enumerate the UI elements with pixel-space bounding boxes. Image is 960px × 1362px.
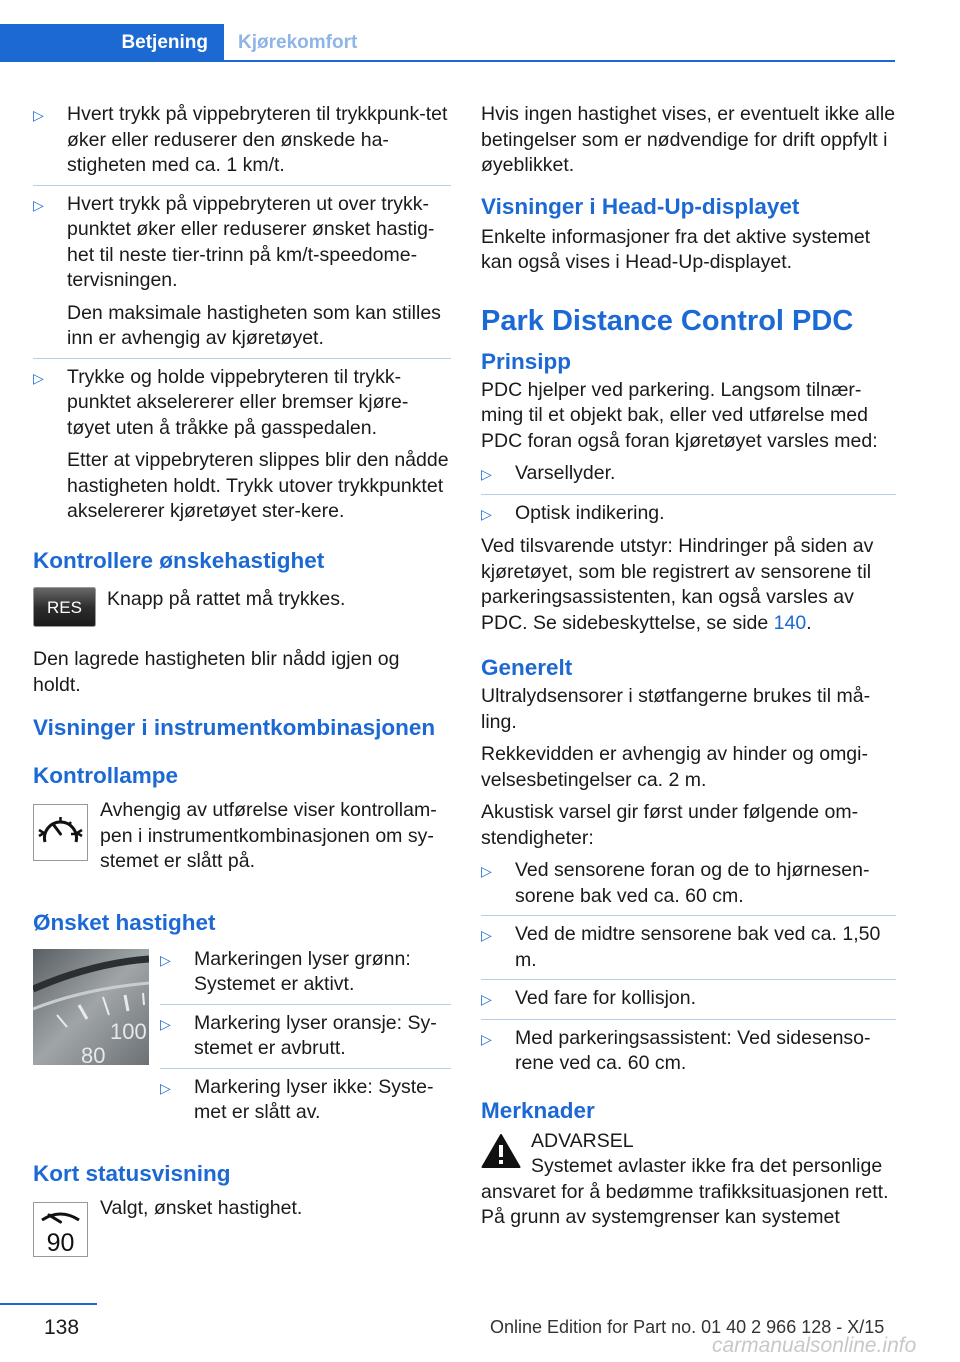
warning-title: ADVARSEL: [531, 1129, 634, 1152]
speed-status-value: 90: [46, 1228, 75, 1257]
list-item: [160, 1011, 451, 1062]
triangle-bullet-icon: ▷: [481, 927, 492, 943]
divider: [33, 358, 451, 359]
bullet-note: Etter at vippebryteren slippes blir den nådde hastigheten holdt. Trykk utover trykkpunktet akselererer kjøretøyet ster-kere.: [67, 449, 449, 522]
heading-generelt: Generelt: [481, 655, 573, 680]
header-rule: [0, 60, 895, 62]
divider: [33, 185, 451, 186]
warning-head: [521, 1129, 882, 1180]
intro-text: Hvis ingen hastighet vises, er eventuelt ikke alle betingelser som er nødvendige for drift oppfylt i øyeblikket.: [481, 103, 896, 176]
res-text: Knapp på rattet må trykkes.: [107, 587, 346, 610]
heading-kontrollampe: Kontrollampe: [33, 763, 179, 788]
warning-text-line1: Systemet avlaster ikke fra det personlige: [531, 1155, 883, 1177]
bullet-text: Med parkeringsassistent: Ved sidesenso-rene ved ca. 60 cm.: [515, 1026, 871, 1074]
divider: [481, 494, 896, 495]
list-item: [33, 192, 451, 352]
bullet-text: Markering lyser oransje: Sy-stemet er avbrutt.: [194, 1011, 437, 1059]
heading-kort: Kort statusvisning: [33, 1160, 231, 1186]
divider: [481, 915, 896, 916]
onsket-row: [33, 947, 451, 1126]
list-item: [481, 922, 896, 973]
list-item: [481, 986, 896, 1013]
triangle-bullet-icon: ▷: [160, 1015, 171, 1032]
footer-rule: [0, 1303, 97, 1305]
warning-row: [481, 1129, 896, 1180]
triangle-bullet-icon: ▷: [160, 951, 171, 968]
page-link[interactable]: 140: [773, 611, 807, 634]
bullet-text: Hvert trykk på vippebryteren ut over trykk-punktet øker eller reduserer ønsket hastig-het til neste tier-trinn på km/t-speedome-tervisningen.: [67, 192, 435, 291]
speed-status-icon: [33, 1196, 88, 1265]
heading-pdc: Park Distance Control PDC: [481, 304, 854, 337]
triangle-bullet-icon: ▷: [481, 1030, 492, 1047]
utstyr-end: .: [806, 611, 812, 634]
onsket-list: [149, 947, 451, 1126]
res-after-text: Den lagrede hastigheten blir nådd igjen og holdt.: [33, 648, 400, 696]
triangle-bullet-icon: ▷: [33, 369, 44, 386]
watermark: carmanualsonline.info: [712, 1334, 917, 1357]
res-icon-label: RES: [47, 597, 82, 617]
kontrollampe-row: [33, 798, 451, 875]
kontrollampe-text: Avhengig av utførelse viser kontrollam-pen i instrumentkombinasjonen om sy-stemet er slått på.: [100, 799, 437, 872]
res-button-icon: [33, 587, 96, 635]
res-row: [33, 587, 451, 635]
speedometer-icon: [33, 798, 88, 869]
hud-text: Enkelte informasjoner fra det aktive systemet kan også vises i Head-Up-displayet.: [481, 225, 871, 273]
tab-betjening-label: Betjening: [121, 32, 208, 53]
triangle-bullet-icon: ▷: [481, 505, 492, 522]
triangle-bullet-icon: ▷: [481, 991, 492, 1007]
bullet-text: Ved sensorene foran og de to hjørnesen-sorene bak ved ca. 60 cm.: [515, 859, 870, 907]
bullet-text: Ved fare for kollisjon.: [515, 987, 697, 1009]
heading-kontrollere: Kontrollere ønskehastighet: [33, 547, 325, 573]
list-item: [33, 102, 451, 179]
bullet-note: Den maksimale hastigheten som kan stilles inn er avhengig av kjøretøyet.: [67, 301, 441, 349]
bullet-text: Trykke og holde vippebryteren til trykk-punktet akselererer eller bremser kjøre-tøyet uten å tråkke på gasspedalen.: [67, 365, 409, 439]
generelt-p2: Rekkevidden er avhengig av hinder og omgi-velsesbetingelser ca. 2 m.: [481, 743, 868, 791]
utstyr-paragraph: [481, 534, 896, 636]
heading-visninger: Visninger i instrumentkombinasjonen: [33, 715, 436, 740]
heading-onsket: Ønsket hastighet: [33, 909, 216, 935]
divider: [160, 1068, 451, 1069]
list-item: [481, 461, 896, 488]
divider: [160, 1004, 451, 1005]
kort-row: [33, 1196, 451, 1265]
list-item: [33, 365, 451, 525]
triangle-bullet-icon: ▷: [160, 1079, 171, 1096]
header-bar: [0, 0, 960, 64]
divider: [481, 1019, 896, 1020]
gauge-number: 100: [110, 1018, 147, 1044]
bullet-text: Optisk indikering.: [515, 501, 665, 524]
divider: [481, 979, 896, 980]
triangle-bullet-icon: ▷: [481, 466, 492, 482]
list-item: [481, 1026, 896, 1077]
warning-triangle-icon: [481, 1129, 521, 1177]
bullet-text: Markeringen lyser grønn: Systemet er aktivt.: [194, 947, 411, 995]
triangle-bullet-icon: ▷: [33, 196, 44, 213]
gauge-image: [33, 947, 149, 1073]
generelt-p3: Akustisk varsel gir først under følgende om-stendigheter:: [481, 801, 859, 849]
list-item: [481, 501, 896, 528]
list-item: [481, 858, 896, 909]
bullet-text: Hvert trykk på vippebryteren til trykkpunk-tet øker eller reduserer den ønskede ha-stigheten med ca. 1 km/t.: [67, 103, 448, 176]
triangle-bullet-icon: ▷: [481, 863, 492, 879]
prinsipp-text: PDC hjelper ved parkering. Langsom tilnær-ming til et objekt bak, eller ved utførelse med PDC foran også foran kjøretøyet varsles med:: [481, 378, 878, 452]
list-item: [160, 947, 451, 998]
page-number: 138: [44, 1316, 80, 1339]
bullet-text: Markering lyser ikke: Syste-met er slått av.: [194, 1075, 434, 1123]
heading-prinsipp: Prinsipp: [481, 348, 572, 374]
generelt-p1: Ultralydsensorer i støtfangerne brukes til må-ling.: [481, 685, 871, 733]
right-column: [481, 102, 896, 1238]
list-item: [160, 1075, 451, 1126]
edition-text: Online Edition for Part no. 01 40 2 966 128 - X/15: [490, 1317, 885, 1337]
warning-text: ansvaret for å bedømme trafikksituasjonen rett. På grunn av systemgrenser kan systemet: [481, 1180, 889, 1228]
utstyr-text: Ved tilsvarende utstyr: Hindringer på siden av kjøretøyet, som ble registrert av sensorene til parkeringsassistenten, kan også varsles av PDC. Se sidebeskyttelse, se side: [481, 535, 874, 634]
tab-kjorekomfort-label: Kjørekomfort: [238, 32, 358, 53]
bullet-text: Varsellyder.: [515, 462, 616, 484]
triangle-bullet-icon: ▷: [33, 107, 44, 123]
tab-kjorekomfort[interactable]: [238, 24, 357, 62]
heading-merknader: Merknader: [481, 1097, 595, 1123]
heading-hud: Visninger i Head-Up-displayet: [481, 193, 800, 219]
left-column: [33, 102, 451, 1264]
gauge-number: 80: [81, 1042, 106, 1065]
bullet-text: Ved de midtre sensorene bak ved ca. 1,50 m.: [515, 923, 881, 971]
kort-text: Valgt, ønsket hastighet.: [100, 1196, 303, 1219]
tab-betjening[interactable]: [0, 24, 224, 62]
